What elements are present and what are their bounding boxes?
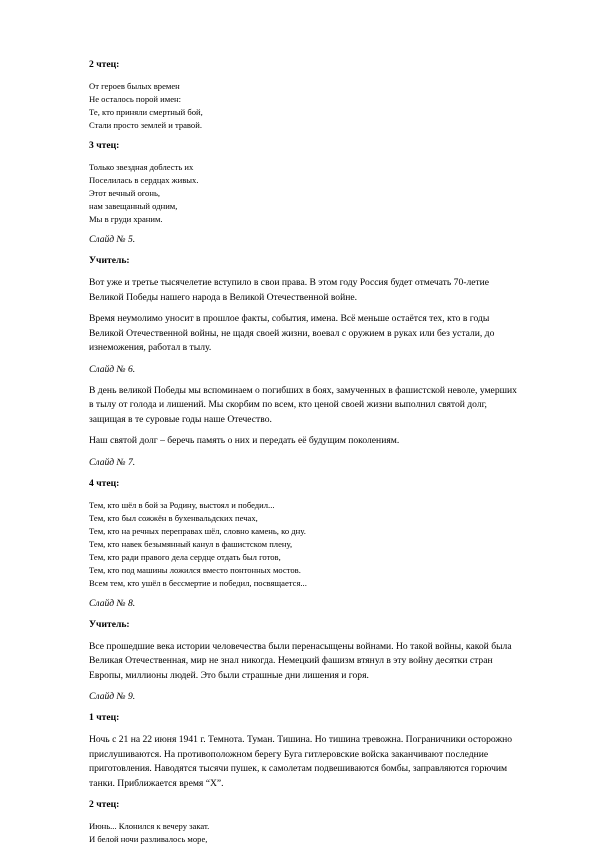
slide-marker: Слайд № 7. [89, 456, 136, 468]
paragraph: В день великой Победы мы вспоминаем о погибших в боях, замученных в фашистской неволе, умерших в тылу от голода и лишений. Мы скорбим по всем, кто ценой своей жизни выполнил святой долг, защищая в те суровые годы наше Отечество. [89, 384, 517, 425]
slide-marker: Слайд № 5. [89, 234, 136, 245]
speaker-heading: Учитель: [89, 255, 130, 266]
poem-line: Не осталось порой имен: [89, 94, 182, 104]
speaker-heading: 2 чтец: [89, 799, 120, 810]
poem-line: Мы в груди храним. [89, 214, 163, 224]
slide-marker: Слайд № 8. [89, 597, 136, 609]
speaker-heading: 3 чтец: [89, 140, 120, 151]
poem-line: Всем тем, кто ушёл в бессмертие и победил, посвящается... [89, 577, 307, 588]
speaker-heading: 2 чтец: [89, 59, 120, 70]
poem-stanza [89, 80, 519, 132]
poem-line: От героев былых времен [89, 81, 180, 91]
poem-line: Тем, кто шёл в бой за Родину, выстоял и победил... [89, 499, 275, 510]
speaker-heading: 4 чтец: [89, 477, 120, 489]
paragraph: Вот уже и третье тысячелетие вступило в свои права. В этом году Россия будет отмечать 70-летие Великой Победы нашего народа в Великой Отечественной войне. [89, 277, 490, 303]
poem-line: Тем, кто был сожжён в бухенвальдских печах, [89, 512, 258, 523]
paragraph: Все прошедшие века истории человечества были перенасыщены войнами. Но такой войны, какой была Великая Отечественная, мир не знал никогда. Немецкий фашизм втянул в эту войну десятки стран Европы, миллионы людей. Это были страшные дни лишения и горя. [89, 640, 512, 681]
speaker-heading: Учитель: [89, 618, 130, 630]
document-body [89, 58, 519, 853]
poem-stanza [89, 499, 519, 590]
poem-line: Этот вечный огонь, [89, 188, 161, 198]
poem-line: Тем, кто на речных переправах шёл, словно камень, ко дну. [89, 525, 306, 536]
poem-line: Поселилась в сердцах живых. [89, 175, 199, 185]
paragraph: Наш святой долг – беречь память о них и передать её будущим поколениям. [89, 435, 400, 446]
poem-line: Тем, кто под машины ложился вместо понтонных мостов. [89, 564, 301, 575]
poem-line: И белой ночи разливалось море, [89, 834, 208, 844]
poem-line: Стали просто землей и травой. [89, 120, 202, 130]
paragraph: Время неумолимо уносит в прошлое факты, события, имена. Всё меньше остаётся тех, кто в годы Великой Отечественной войны, не щадя своей жизни, воевал с оружием в руках или без устали, до изнеможения, работал в тылу. [89, 313, 495, 353]
poem-stanza [89, 161, 519, 226]
paragraph: Ночь с 21 на 22 июня 1941 г. Темнота. Туман. Тишина. Но тишина тревожна. Пограничники осторожно прислушиваются. На противоположном берегу Буга гитлеровские войска заканчивают последние приготовления. Наводятся тысячи пушек, к самолетам подвешиваются бомбы, заправляются горючим танки. Приближается время “Х”. [89, 734, 513, 789]
poem-line: нам завещанный одним, [89, 201, 178, 211]
slide-marker: Слайд № 6. [89, 363, 136, 375]
speaker-heading: 1 чтец: [89, 712, 120, 723]
poem-line: Июнь... Клонился к вечеру закат. [89, 821, 210, 831]
poem-line: Те, кто приняли смертный бой, [89, 107, 203, 117]
poem-line: Тем, кто ради правого дела сердце отдать был готов, [89, 551, 281, 562]
poem-line: Тем, кто навек безымянный канул в фашистском плену, [89, 538, 293, 549]
slide-marker: Слайд № 9. [89, 691, 136, 702]
poem-stanza [89, 820, 519, 846]
poem-line: Только звездная доблесть их [89, 162, 194, 172]
